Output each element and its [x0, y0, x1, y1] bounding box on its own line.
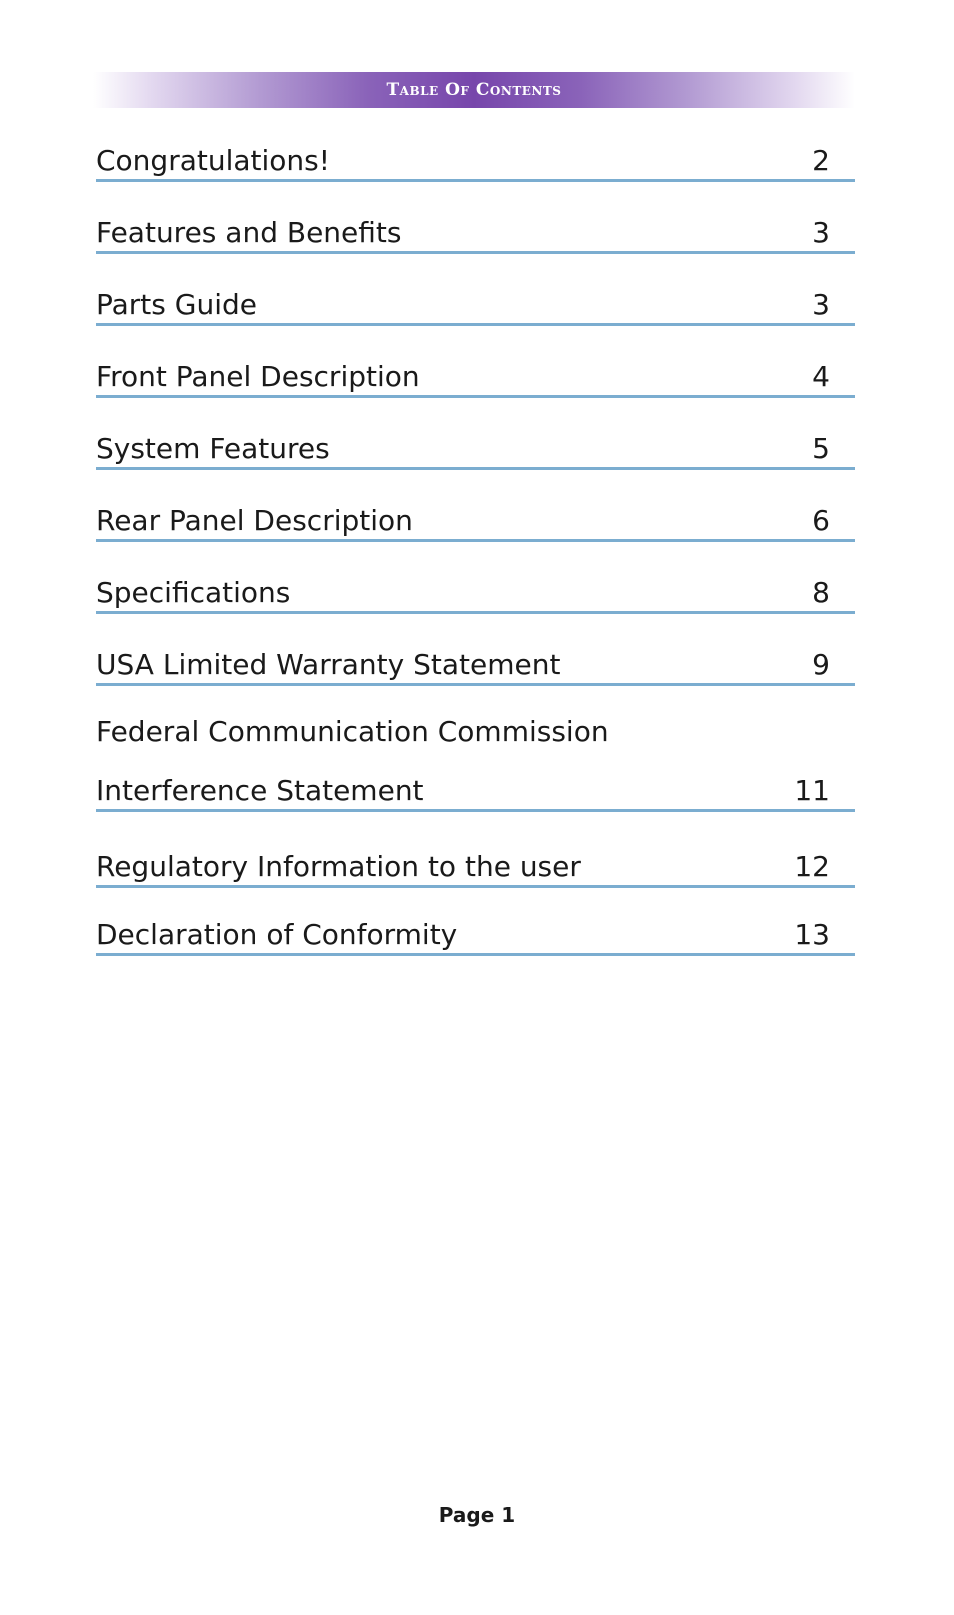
toc-entry-usa-limited-warranty[interactable]: [96, 644, 855, 686]
toc-entry-page: 11: [794, 774, 830, 807]
toc-entry-parts-guide[interactable]: [96, 284, 855, 326]
toc-entry-fcc-interference-statement[interactable]: [96, 715, 855, 812]
toc-entry-title: Regulatory Information to the user: [96, 850, 581, 883]
toc-entry-page: 13: [794, 918, 830, 951]
toc-entry-rear-panel-description[interactable]: [96, 500, 855, 542]
toc-entry-page: 5: [812, 432, 830, 465]
toc-entry-regulatory-information[interactable]: [96, 844, 855, 888]
toc-entry-declaration-of-conformity[interactable]: [96, 914, 855, 956]
page-number: Page 1: [438, 1503, 516, 1527]
toc-entry-title: Features and Benefits: [96, 216, 402, 249]
toc-entry-page: 6: [812, 504, 830, 537]
toc-entry-page: 8: [812, 576, 830, 609]
toc-entry-title: Declaration of Conformity: [96, 918, 458, 951]
toc-header-banner: [93, 72, 855, 108]
toc-entry-page: 9: [812, 648, 830, 681]
toc-entry-congratulations[interactable]: [96, 140, 855, 182]
toc-entry-system-features[interactable]: [96, 428, 855, 470]
toc-entry-title: Rear Panel Description: [96, 504, 413, 537]
toc-entry-title: Parts Guide: [96, 288, 257, 321]
toc-entry-title: System Features: [96, 432, 330, 465]
toc-entry-page: 4: [812, 360, 830, 393]
toc-entry-page: 12: [794, 850, 830, 883]
toc-entry-features-and-benefits[interactable]: [96, 212, 855, 254]
toc-header-title: Table Of Contents: [386, 80, 562, 100]
toc-entry-title-line2: Interference Statement: [96, 774, 424, 807]
toc-entry-page: 3: [812, 216, 830, 249]
toc-entry-title: Front Panel Description: [96, 360, 420, 393]
toc-entry-title: USA Limited Warranty Statement: [96, 648, 561, 681]
toc-entry-title: Specifications: [96, 576, 291, 609]
toc-entry-title-line1: Federal Communication Commission: [96, 715, 609, 748]
toc-entry-page: 3: [812, 288, 830, 321]
toc-entry-page: 2: [812, 144, 830, 177]
toc-entry-specifications[interactable]: [96, 572, 855, 614]
toc-entry-front-panel-description[interactable]: [96, 356, 855, 398]
toc-entry-title: Congratulations!: [96, 144, 330, 177]
